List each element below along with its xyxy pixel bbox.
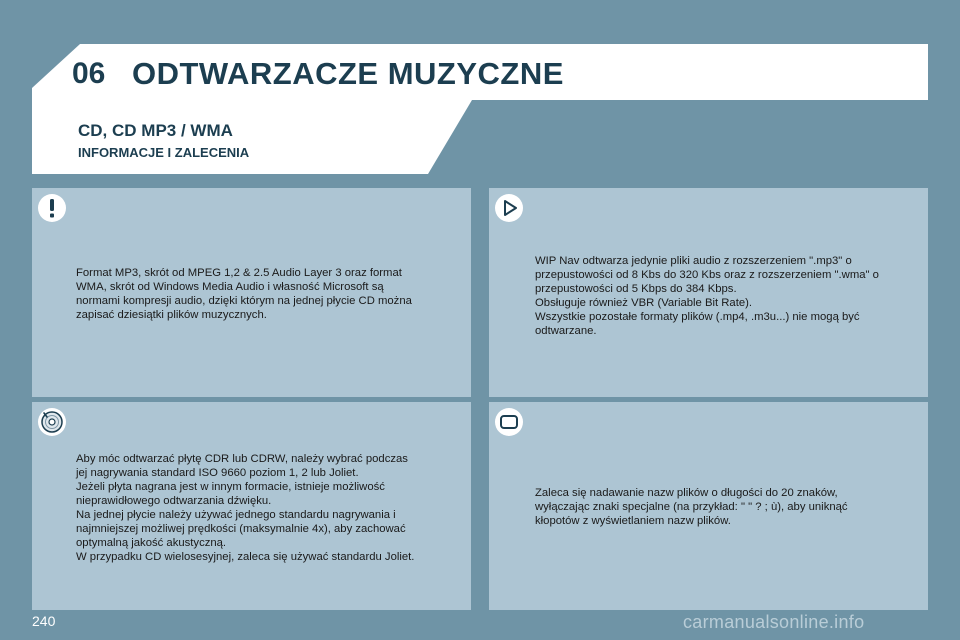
chapter-title: ODTWARZACZE MUZYCZNE [132,56,564,91]
info-panel-format [32,188,471,397]
panel-text: Format MP3, skrót od MPEG 1,2 & 2.5 Audio Layer 3 oraz format WMA, skrót od Windows Media Audio i własność Microsoft są normami kompresji audio, dzięki którym na jednej płycie CD można zapisać dziesiątki plików muzycznych. [76,267,412,321]
info-panel-file-names [489,402,928,610]
section-title: CD, CD MP3 / WMA [78,121,233,140]
disc-icon [38,408,66,436]
exclamation-icon [38,194,66,222]
watermark: carmanualsonline.info [683,612,865,632]
rounded-rect-icon [495,408,523,436]
section-subtitle: INFORMACJE I ZALECENIA [78,145,250,160]
info-panel-supported-files [489,188,928,397]
panel-text: WIP Nav odtwarza jedynie pliki audio z rozszerzeniem ".mp3" o przepustowości od 8 Kbs do 320 Kbs oraz z rozszerzeniem ".wma" o przepustowości od 5 Kbps do 384 Kbps. Obsługuje również VBR (Variable Bit Rate). Wszystkie pozostałe formaty plików (.mp4, .m3u...) nie mogą być odtwarzane. [535,255,879,337]
chapter-number: 06 [72,57,106,90]
page-number: 240 [32,613,56,629]
panel-text: Aby móc odtwarzać płytę CDR lub CDRW, należy wybrać podczas jej nagrywania standard ISO 9660 poziom 1, 2 lub Joliet. Jeżeli płyta nagrana jest w innym formacie, istnieje możliwość nieprawidłowego odtwarzania dźwięku. Na jednej płycie należy używać jednego standardu nagrywania i najmniejszej możliwej prędkości (maksymalnie 4x), aby zachować optymalną jakość akustyczną. W przypadku CD wielosesyjnej, zaleca się używać standardu Joliet. [76,453,415,563]
info-panel-disc-burning [32,402,471,610]
panel-text: Zaleca się nadawanie nazw plików o długości do 20 znaków, wyłączając znaki specjalne (na przykład: " " ? ; ù), aby uniknąć kłopotów z wyświetlaniem nazw plików. [535,487,848,527]
play-triangle-icon [495,194,523,222]
